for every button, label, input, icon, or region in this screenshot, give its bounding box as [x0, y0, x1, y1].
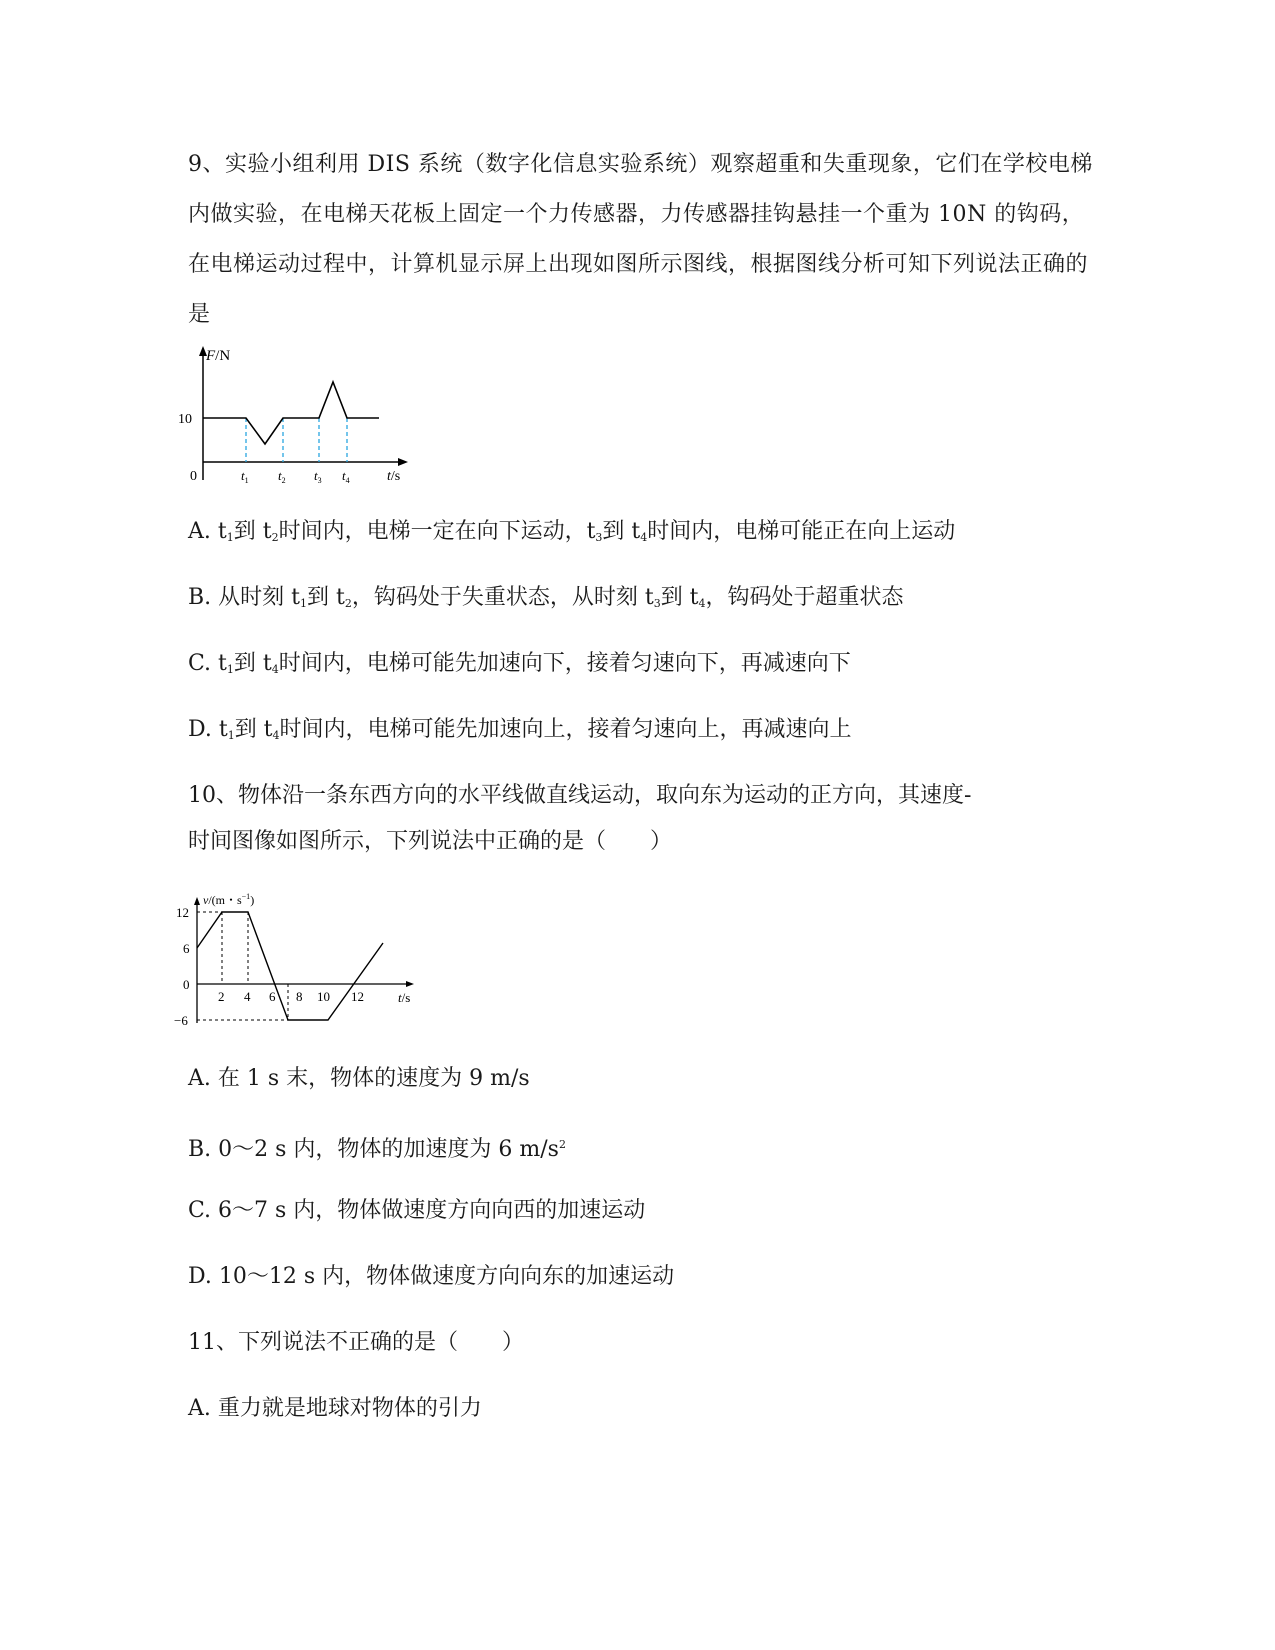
q10-y-axis-arrow [194, 897, 200, 905]
q10-ytick-6: 6 [183, 941, 190, 956]
q10-option-c: C. 6～7 s 内，物体做速度方向向西的加速运动 [188, 1198, 646, 1223]
q10-xtick-8: 8 [296, 989, 303, 1004]
q9-xlabel: t/s [387, 469, 401, 484]
q10-xtick-10: 10 [317, 989, 330, 1004]
q9-xtick-t3: $t_3$ [314, 468, 322, 485]
q10-xtick-2: 2 [218, 989, 225, 1004]
q10-xtick-12: 12 [351, 989, 364, 1004]
q10-xtick-6: 6 [269, 989, 276, 1004]
q10-velocity-chart [170, 885, 430, 1035]
q10-ytick-m6: −6 [174, 1013, 188, 1028]
q10-x-axis-arrow [406, 981, 414, 987]
q9-option-a: A. $t_1$到 $t_2$时间内，电梯一定在向下运动，$t_3$到 $t_4$时间内，电梯可能正在向上运动 [188, 519, 956, 544]
q10-option-d: D. 10～12 s 内，物体做速度方向向东的加速运动 [188, 1264, 675, 1289]
q9-option-c: C. $t_1$到 $t_4$时间内，电梯可能先加速向下，接着匀速向下，再减速向下 [188, 651, 851, 676]
q9-origin: 0 [190, 469, 197, 484]
q9-ylabel: F/N [206, 348, 231, 364]
q9-option-b: B. 从时刻 $t_1$到 $t_2$，钩码处于失重状态，从时刻 $t_3$到 $t_4$，钩码处于超重状态 [188, 585, 904, 610]
q10-stem-line2: 时间图像如图所示，下列说法中正确的是（ ） [188, 829, 673, 854]
q9-force-chart [170, 340, 420, 490]
q10-ytick-0: 0 [183, 977, 190, 992]
q9-stem: 9、实验小组利用 DIS 系统（数字化信息实验系统）观察超重和失重现象，它们在学校电梯内做实验，在电梯天花板上固定一个力传感器，力传感器挂钩悬挂一个重为 10N 的钩码，在电梯运动过程中，计算机显示屏上出现如图所示图线，根据图线分析可知下列说法正确的是 [188, 152, 1093, 327]
q9-xtick-t2: $t_2$ [278, 468, 286, 485]
q9-option-d: D. $t_1$到 $t_4$时间内，电梯可能先加速向上，接着匀速向上，再减速向上 [188, 717, 852, 742]
q9-xtick-t4: $t_4$ [342, 468, 350, 485]
q9-xtick-t1: $t_1$ [241, 468, 249, 485]
q10-stem-line1: 10、物体沿一条东西方向的水平线做直线运动，取向东为运动的正方向，其速度- [188, 783, 972, 808]
q10-ylabel: v/(m・$s^{-1}$) [203, 892, 255, 907]
q11-stem: 11、下列说法不正确的是（ ） [188, 1330, 524, 1355]
q10-option-a: A. 在 1 s 末，物体的速度为 9 m/s [188, 1066, 530, 1091]
q10-xlabel: t/s [398, 990, 411, 1005]
q10-option-b: B. 0～2 s 内，物体的加速度为 6 $m/s^2$ [188, 1137, 566, 1162]
q10-ytick-12: 12 [176, 905, 189, 920]
q10-xtick-4: 4 [244, 989, 251, 1004]
q9-force-line [203, 382, 379, 444]
q9-ytick-10: 10 [178, 412, 192, 427]
q11-option-a: A. 重力就是地球对物体的引力 [188, 1396, 482, 1421]
q9-x-axis-arrow [398, 458, 408, 466]
